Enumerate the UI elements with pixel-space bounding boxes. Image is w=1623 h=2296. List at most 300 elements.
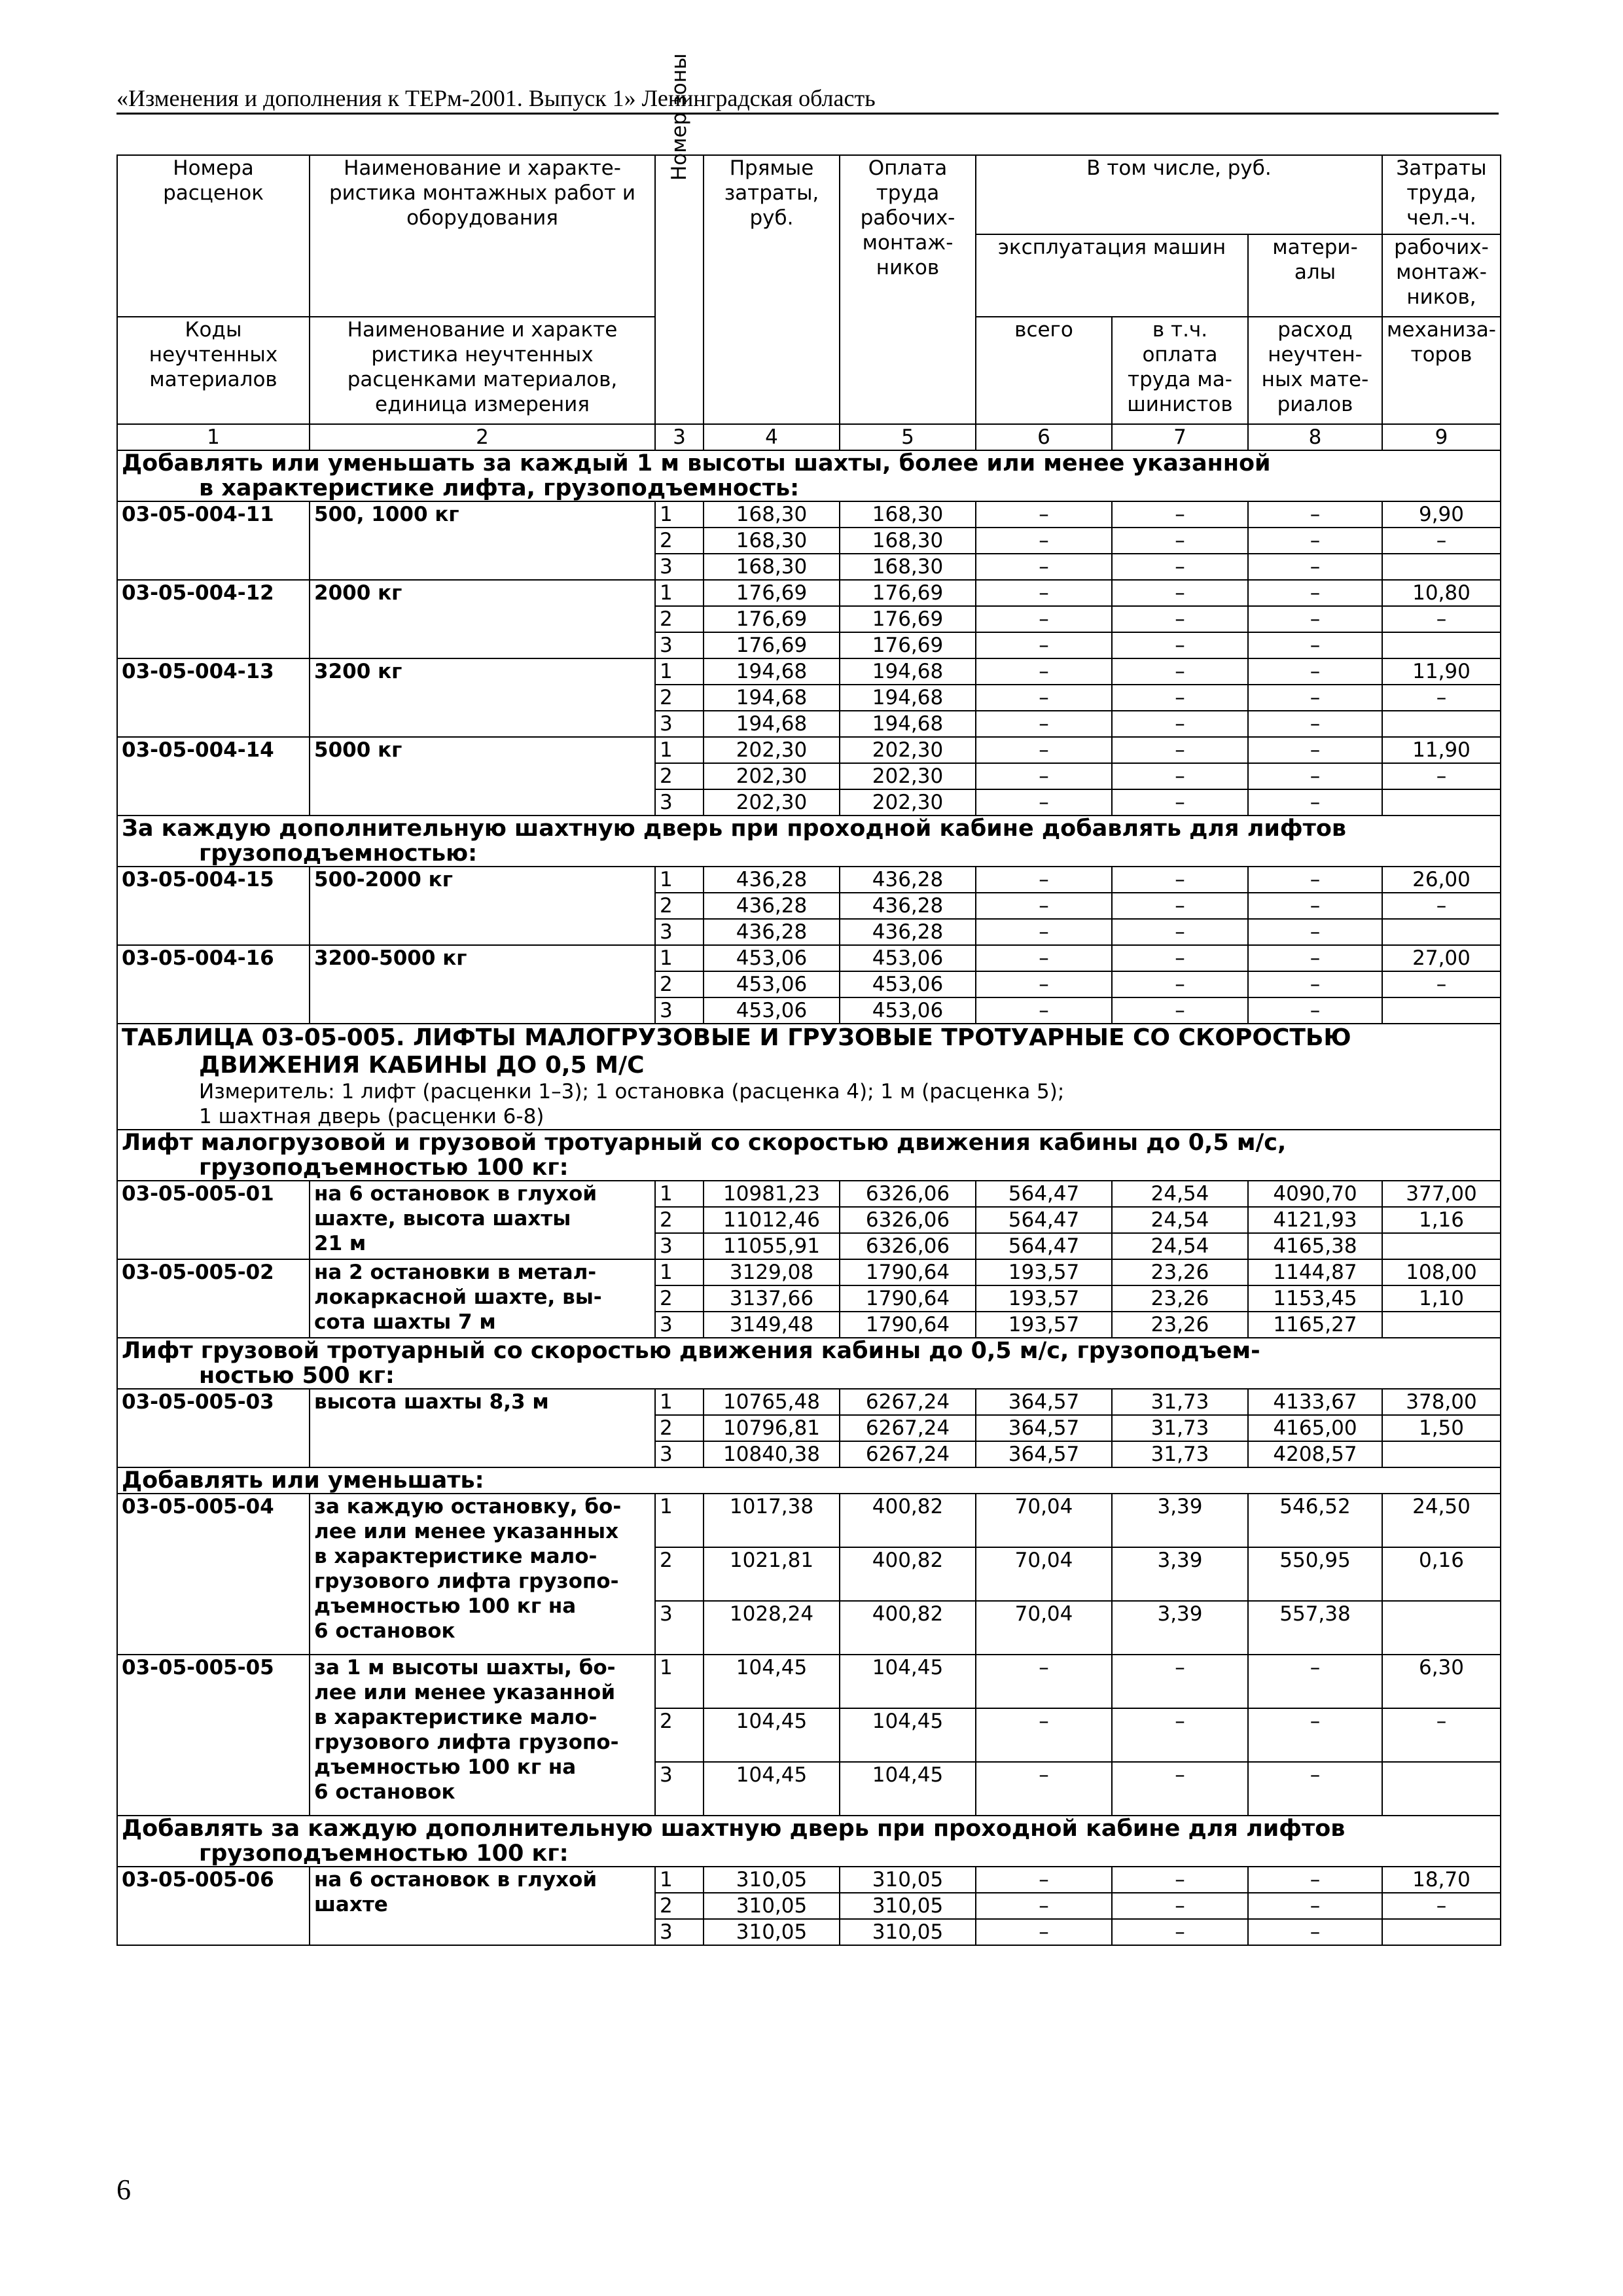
value-cell: 202,30 — [840, 737, 976, 763]
value-cell: 194,68 — [704, 711, 840, 737]
value-cell: 6267,24 — [840, 1389, 976, 1415]
section-heading — [117, 1338, 1501, 1389]
value-cell: – — [1248, 528, 1382, 554]
rate-name-line: на 2 остановки в метал- — [314, 1261, 597, 1284]
value-cell — [1382, 1441, 1501, 1467]
value-cell: 31,73 — [1112, 1389, 1248, 1415]
value-cell: 3,39 — [1112, 1601, 1248, 1655]
value-cell: – — [976, 893, 1112, 919]
value-cell: – — [976, 1655, 1112, 1708]
value-cell: 202,30 — [704, 737, 840, 763]
value-cell: 1,50 — [1382, 1415, 1501, 1441]
value-cell: – — [1248, 580, 1382, 606]
rate-row — [117, 1494, 1501, 1547]
rate-code: 03-05-005-01 — [117, 1181, 310, 1259]
zone-cell: 2 — [655, 763, 704, 789]
value-cell: 1153,45 — [1248, 1285, 1382, 1312]
zone-cell: 2 — [655, 1893, 704, 1919]
value-cell: 6267,24 — [840, 1415, 976, 1441]
value-cell: 3149,48 — [704, 1312, 840, 1338]
table-title-line: ТАБЛИЦА 03-05-005. ЛИФТЫ МАЛОГРУЗОВЫЕ И ГРУЗОВЫЕ ТРОТУАРНЫЕ СО СКОРОСТЬЮ — [122, 1024, 1351, 1051]
value-cell: 202,30 — [840, 789, 976, 816]
value-cell: – — [976, 1919, 1112, 1945]
col-header-materials-usage: расход неучтен- ных мате- риалов — [1248, 317, 1382, 424]
value-cell: 400,82 — [840, 1547, 976, 1601]
col-header-pay: Оплата труда рабочих- монтаж- ников — [840, 155, 976, 424]
value-cell: 3,39 — [1112, 1547, 1248, 1601]
section-heading — [117, 1816, 1501, 1867]
value-cell: 18,70 — [1382, 1867, 1501, 1893]
value-cell: 453,06 — [840, 945, 976, 971]
zone-cell: 3 — [655, 789, 704, 816]
rate-row — [117, 1867, 1501, 1893]
value-cell: 377,00 — [1382, 1181, 1501, 1207]
value-cell: – — [1112, 789, 1248, 816]
value-cell: 11,90 — [1382, 658, 1501, 685]
rate-code: 03-05-004-13 — [117, 658, 310, 737]
value-cell: – — [1112, 1762, 1248, 1816]
rate-name-line: шахте, высота шахты — [314, 1207, 571, 1230]
col-number: 4 — [704, 424, 840, 450]
value-cell: 4165,00 — [1248, 1415, 1382, 1441]
value-cell: – — [1382, 606, 1501, 632]
value-cell: – — [976, 632, 1112, 658]
section-heading-line: ностью 500 кг: — [199, 1363, 395, 1389]
col-header-labor-workers: рабочих- монтаж- ников, — [1382, 234, 1501, 317]
value-cell: 546,52 — [1248, 1494, 1382, 1547]
value-cell: 10765,48 — [704, 1389, 840, 1415]
value-cell: 564,47 — [976, 1181, 1112, 1207]
rate-row — [117, 501, 1501, 528]
zone-cell: 1 — [655, 867, 704, 893]
zone-cell: 2 — [655, 606, 704, 632]
value-cell: 202,30 — [704, 763, 840, 789]
value-cell: – — [976, 737, 1112, 763]
value-cell: 70,04 — [976, 1601, 1112, 1655]
value-cell: – — [1382, 763, 1501, 789]
rate-name-line: высота шахты 8,3 м — [314, 1390, 549, 1414]
value-cell: 1017,38 — [704, 1494, 840, 1547]
value-cell — [1382, 1762, 1501, 1816]
value-cell: 104,45 — [840, 1708, 976, 1762]
rate-name-line: в характеристике мало- — [314, 1706, 597, 1729]
value-cell: – — [1112, 632, 1248, 658]
value-cell: 1165,27 — [1248, 1312, 1382, 1338]
zone-cell: 1 — [655, 1389, 704, 1415]
section-heading-line: грузоподъемностью: — [199, 840, 478, 867]
value-cell: – — [1248, 1762, 1382, 1816]
value-cell: 10,80 — [1382, 580, 1501, 606]
value-cell: 436,28 — [840, 893, 976, 919]
rate-row — [117, 580, 1501, 606]
rate-row — [117, 1655, 1501, 1708]
value-cell: – — [1248, 763, 1382, 789]
rate-name-line: шахте — [314, 1893, 388, 1916]
value-cell: – — [976, 1867, 1112, 1893]
value-cell — [1382, 711, 1501, 737]
value-cell: – — [1248, 997, 1382, 1024]
value-cell: 176,69 — [704, 606, 840, 632]
value-cell: – — [976, 554, 1112, 580]
value-cell: – — [1112, 685, 1248, 711]
value-cell: 108,00 — [1382, 1259, 1501, 1285]
rate-row — [117, 1181, 1501, 1207]
value-cell — [1382, 919, 1501, 945]
value-cell: 436,28 — [704, 867, 840, 893]
value-cell: – — [1248, 1708, 1382, 1762]
value-cell: 378,00 — [1382, 1389, 1501, 1415]
value-cell: – — [976, 1893, 1112, 1919]
value-cell: 10981,23 — [704, 1181, 840, 1207]
zone-cell: 1 — [655, 945, 704, 971]
value-cell: 6326,06 — [840, 1207, 976, 1233]
value-cell: 194,68 — [840, 711, 976, 737]
value-cell: – — [1112, 1893, 1248, 1919]
value-cell: – — [1248, 711, 1382, 737]
value-cell: 194,68 — [840, 685, 976, 711]
rate-name-line: за каждую остановку, бо- — [314, 1495, 622, 1518]
value-cell: – — [976, 867, 1112, 893]
value-cell: – — [976, 1708, 1112, 1762]
rate-code: 03-05-005-05 — [117, 1655, 310, 1816]
col-header-name: Наименование и характе- ристика монтажных работ и оборудования — [310, 155, 655, 317]
zone-cell: 3 — [655, 919, 704, 945]
value-cell: – — [1248, 606, 1382, 632]
value-cell: 364,57 — [976, 1389, 1112, 1415]
meter-line: 1 шахтная дверь (расценки 6-8) — [199, 1105, 544, 1128]
value-cell: – — [1112, 658, 1248, 685]
rate-code: 03-05-004-15 — [117, 867, 310, 945]
value-cell: – — [1112, 528, 1248, 554]
value-cell — [1382, 1312, 1501, 1338]
value-cell — [1382, 1601, 1501, 1655]
value-cell — [1382, 1233, 1501, 1259]
zone-cell: 1 — [655, 1494, 704, 1547]
rate-name-line: локаркасной шахте, вы- — [314, 1285, 602, 1309]
value-cell: 3,39 — [1112, 1494, 1248, 1547]
zone-cell: 1 — [655, 1181, 704, 1207]
zone-cell: 1 — [655, 580, 704, 606]
value-cell: 194,68 — [840, 658, 976, 685]
value-cell: – — [1248, 971, 1382, 997]
value-cell: – — [1112, 893, 1248, 919]
value-cell — [1382, 632, 1501, 658]
rate-row — [117, 737, 1501, 763]
section-heading — [117, 1467, 1501, 1494]
value-cell: – — [976, 763, 1112, 789]
rate-code: 03-05-005-04 — [117, 1494, 310, 1655]
value-cell: 453,06 — [704, 945, 840, 971]
value-cell: 176,69 — [840, 580, 976, 606]
value-cell: 176,69 — [840, 632, 976, 658]
value-cell: – — [1112, 554, 1248, 580]
value-cell: 1,10 — [1382, 1285, 1501, 1312]
zone-cell: 3 — [655, 1762, 704, 1816]
value-cell: 436,28 — [704, 919, 840, 945]
value-cell: – — [1112, 501, 1248, 528]
value-cell: 4121,93 — [1248, 1207, 1382, 1233]
section-heading-line: За каждую дополнительную шахтную дверь при проходной кабине добавлять для лифтов — [122, 816, 1347, 842]
value-cell: – — [1248, 789, 1382, 816]
zone-cell: 1 — [655, 1655, 704, 1708]
value-cell: 11055,91 — [704, 1233, 840, 1259]
zone-cell: 2 — [655, 1415, 704, 1441]
value-cell: 453,06 — [704, 971, 840, 997]
rate-name — [310, 1389, 655, 1467]
rate-row — [117, 1389, 1501, 1415]
value-cell: 400,82 — [840, 1494, 976, 1547]
rate-name-line: 6 остановок — [314, 1619, 455, 1643]
col-number: 3 — [655, 424, 704, 450]
value-cell: 176,69 — [840, 606, 976, 632]
value-cell: 23,26 — [1112, 1259, 1248, 1285]
value-cell: 27,00 — [1382, 945, 1501, 971]
value-cell: – — [1112, 737, 1248, 763]
value-cell: 3129,08 — [704, 1259, 840, 1285]
value-cell: 31,73 — [1112, 1415, 1248, 1441]
value-cell: 24,54 — [1112, 1207, 1248, 1233]
value-cell: – — [1112, 1867, 1248, 1893]
value-cell: 70,04 — [976, 1494, 1112, 1547]
rate-row — [117, 945, 1501, 971]
col-header-codes: Номера расценок — [117, 155, 310, 317]
value-cell: 3137,66 — [704, 1285, 840, 1312]
value-cell: 310,05 — [840, 1867, 976, 1893]
rate-name: 5000 кг — [310, 737, 655, 816]
rate-code: 03-05-005-06 — [117, 1867, 310, 1945]
value-cell: 1021,81 — [704, 1547, 840, 1601]
value-cell: – — [1382, 1708, 1501, 1762]
value-cell: – — [1382, 971, 1501, 997]
value-cell: 0,16 — [1382, 1547, 1501, 1601]
value-cell: – — [1112, 606, 1248, 632]
value-cell: 4165,38 — [1248, 1233, 1382, 1259]
value-cell: 453,06 — [840, 971, 976, 997]
page-number: 6 — [116, 2174, 131, 2206]
table-title-line: ДВИЖЕНИЯ КАБИНЫ ДО 0,5 М/С — [199, 1052, 645, 1079]
zone-cell: 2 — [655, 685, 704, 711]
rate-name-line: лее или менее указанных — [314, 1520, 619, 1543]
value-cell: 23,26 — [1112, 1312, 1248, 1338]
rate-name — [310, 1259, 655, 1338]
value-cell: 202,30 — [704, 789, 840, 816]
value-cell: 550,95 — [1248, 1547, 1382, 1601]
value-cell: 168,30 — [840, 501, 976, 528]
value-cell: – — [976, 711, 1112, 737]
zone-cell: 2 — [655, 528, 704, 554]
section-heading-line: грузоподъемностью 100 кг: — [199, 1155, 569, 1181]
section-heading-line: грузоподъемностью 100 кг: — [199, 1840, 569, 1867]
section-heading-line: Добавлять за каждую дополнительную шахтную дверь при проходной кабине для лифтов — [122, 1816, 1346, 1842]
zone-cell: 1 — [655, 1867, 704, 1893]
zone-cell: 3 — [655, 997, 704, 1024]
zone-cell: 3 — [655, 1441, 704, 1467]
value-cell: – — [1248, 1919, 1382, 1945]
value-cell: 9,90 — [1382, 501, 1501, 528]
section-heading — [117, 816, 1501, 867]
value-cell: 1,16 — [1382, 1207, 1501, 1233]
rate-code: 03-05-005-03 — [117, 1389, 310, 1467]
value-cell: 10796,81 — [704, 1415, 840, 1441]
value-cell: – — [976, 658, 1112, 685]
value-cell: 193,57 — [976, 1285, 1112, 1312]
col-header-labor: Затраты труда, чел.-ч. — [1382, 155, 1501, 234]
value-cell: 310,05 — [840, 1919, 976, 1945]
rate-name-line: на 6 остановок в глухой — [314, 1182, 597, 1206]
col-header-including: В том числе, руб. — [976, 155, 1382, 234]
section-heading-line: Добавлять или уменьшать за каждый 1 м высоты шахты, более или менее указанной — [122, 450, 1271, 476]
value-cell: 453,06 — [704, 997, 840, 1024]
value-cell: 1790,64 — [840, 1285, 976, 1312]
zone-cell: 3 — [655, 1601, 704, 1655]
value-cell: – — [976, 528, 1112, 554]
value-cell: 194,68 — [704, 685, 840, 711]
value-cell: – — [1248, 737, 1382, 763]
value-cell: – — [1248, 867, 1382, 893]
value-cell: – — [1382, 528, 1501, 554]
zone-cell: 2 — [655, 1708, 704, 1762]
col-header-material-name: Наименование и характе ристика неучтенных расценками материалов, единица измерения — [310, 317, 655, 424]
section-heading-line: в характеристике лифта, грузоподъемность: — [199, 475, 800, 501]
section-heading-line: Лифт малогрузовой и грузовой тротуарный со скоростью движения кабины до 0,5 м/с, — [122, 1130, 1287, 1156]
section-heading — [117, 450, 1501, 501]
col-header-materials: матери- алы — [1248, 234, 1382, 317]
value-cell: 23,26 — [1112, 1285, 1248, 1312]
value-cell: – — [976, 789, 1112, 816]
value-cell: – — [1248, 632, 1382, 658]
value-cell: 168,30 — [704, 554, 840, 580]
value-cell: – — [976, 919, 1112, 945]
table-meter — [122, 1079, 1496, 1129]
value-cell: – — [976, 685, 1112, 711]
rate-code: 03-05-004-12 — [117, 580, 310, 658]
rate-code: 03-05-005-02 — [117, 1259, 310, 1338]
value-cell: 6326,06 — [840, 1233, 976, 1259]
value-cell — [1382, 1919, 1501, 1945]
value-cell: 310,05 — [704, 1867, 840, 1893]
value-cell: – — [1112, 763, 1248, 789]
value-cell: – — [976, 501, 1112, 528]
zone-cell: 3 — [655, 1312, 704, 1338]
value-cell: 26,00 — [1382, 867, 1501, 893]
value-cell: – — [1248, 919, 1382, 945]
rate-name-line: сота шахты 7 м — [314, 1310, 496, 1334]
value-cell: 24,50 — [1382, 1494, 1501, 1547]
rate-code: 03-05-004-16 — [117, 945, 310, 1024]
value-cell: – — [976, 1762, 1112, 1816]
rate-name: 3200-5000 кг — [310, 945, 655, 1024]
zone-cell: 1 — [655, 501, 704, 528]
rate-row — [117, 658, 1501, 685]
zone-cell: 2 — [655, 1207, 704, 1233]
value-cell: – — [976, 997, 1112, 1024]
value-cell: 168,30 — [840, 554, 976, 580]
value-cell: 4133,67 — [1248, 1389, 1382, 1415]
col-number: 9 — [1382, 424, 1501, 450]
value-cell: – — [976, 945, 1112, 971]
value-cell: 104,45 — [704, 1708, 840, 1762]
value-cell: – — [1248, 554, 1382, 580]
zone-cell: 2 — [655, 1285, 704, 1312]
zone-cell: 3 — [655, 1233, 704, 1259]
value-cell: 1790,64 — [840, 1312, 976, 1338]
value-cell: – — [1248, 685, 1382, 711]
value-cell: 436,28 — [704, 893, 840, 919]
value-cell: 1790,64 — [840, 1259, 976, 1285]
zone-cell: 1 — [655, 1259, 704, 1285]
value-cell: 4090,70 — [1248, 1181, 1382, 1207]
rate-name-line: лее или менее указанной — [314, 1681, 616, 1704]
value-cell: 564,47 — [976, 1233, 1112, 1259]
value-cell: – — [1112, 971, 1248, 997]
value-cell: 10840,38 — [704, 1441, 840, 1467]
value-cell: – — [1382, 1893, 1501, 1919]
rate-name-line: 21 м — [314, 1232, 366, 1255]
value-cell: 168,30 — [840, 528, 976, 554]
value-cell: 453,06 — [840, 997, 976, 1024]
value-cell: – — [976, 971, 1112, 997]
col-header-direct: Прямые затраты, руб. — [704, 155, 840, 424]
value-cell: 31,73 — [1112, 1441, 1248, 1467]
value-cell: 70,04 — [976, 1547, 1112, 1601]
rate-name — [310, 1494, 655, 1655]
rate-name — [310, 1867, 655, 1945]
value-cell — [1382, 997, 1501, 1024]
value-cell: 436,28 — [840, 919, 976, 945]
rate-name-line: дъемностью 100 кг на — [314, 1755, 577, 1779]
rate-code: 03-05-004-14 — [117, 737, 310, 816]
col-header-machines-total: всего — [976, 317, 1112, 424]
rate-name-line: в характеристике мало- — [314, 1545, 597, 1568]
value-cell: – — [1112, 867, 1248, 893]
value-cell: 176,69 — [704, 632, 840, 658]
table-title-block — [117, 1024, 1501, 1130]
value-cell: 1144,87 — [1248, 1259, 1382, 1285]
value-cell: 176,69 — [704, 580, 840, 606]
value-cell: – — [1112, 997, 1248, 1024]
rate-name-line: грузового лифта грузопо- — [314, 1570, 619, 1593]
value-cell: 194,68 — [704, 658, 840, 685]
value-cell: 310,05 — [704, 1919, 840, 1945]
table-title — [122, 1024, 1496, 1079]
value-cell: 168,30 — [704, 501, 840, 528]
rate-name-line: на 6 остановок в глухой — [314, 1868, 597, 1892]
rate-name: 500, 1000 кг — [310, 501, 655, 580]
section-heading — [117, 1130, 1501, 1181]
value-cell: – — [1248, 1867, 1382, 1893]
value-cell: 6267,24 — [840, 1441, 976, 1467]
col-number: 1 — [117, 424, 310, 450]
meter-line: Измеритель: 1 лифт (расценки 1–3); 1 остановка (расценка 4); 1 м (расценка 5); — [199, 1080, 1065, 1103]
rate-name-line: 6 остановок — [314, 1780, 455, 1804]
value-cell: 24,54 — [1112, 1233, 1248, 1259]
value-cell: – — [1112, 945, 1248, 971]
col-number: 7 — [1112, 424, 1248, 450]
value-cell: 364,57 — [976, 1415, 1112, 1441]
value-cell — [1382, 789, 1501, 816]
value-cell: 6,30 — [1382, 1655, 1501, 1708]
value-cell: 104,45 — [704, 1655, 840, 1708]
value-cell: – — [1112, 1655, 1248, 1708]
rate-name-line: дъемностью 100 кг на — [314, 1594, 577, 1618]
value-cell: 168,30 — [704, 528, 840, 554]
value-cell: 11012,46 — [704, 1207, 840, 1233]
value-cell: – — [1248, 658, 1382, 685]
value-cell — [1382, 554, 1501, 580]
zone-cell: 2 — [655, 893, 704, 919]
zone-cell: 2 — [655, 971, 704, 997]
col-header-zone: Номер зоны — [655, 155, 704, 424]
